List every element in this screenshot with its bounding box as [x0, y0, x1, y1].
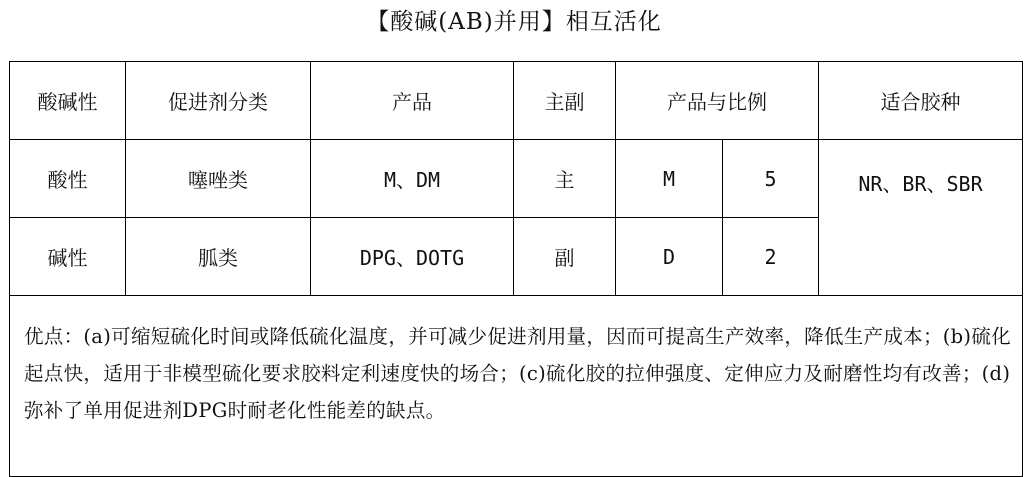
cell-category: 胍类: [126, 218, 311, 296]
cell-ratio-value: 5: [723, 140, 819, 218]
cell-product: M、DM: [311, 140, 514, 218]
cell-rubber: NR、BR、SBR: [819, 140, 1023, 296]
table-header-row: [10, 62, 1023, 140]
advantages-note: 优点：(a)可缩短硫化时间或降低硫化温度，并可减少促进剂用量，因而可提高生产效率，降低生产成本；(b)硫化起点快，适用于非模型硫化要求胶料定利速度快的场合；(c)硫化胶的拉伸强度、定伸应力及耐磨性均有改善；(d)弥补了单用促进剂DPG时耐老化性能差的缺点。: [10, 296, 1023, 477]
cell-category: 噻唑类: [126, 140, 311, 218]
cell-ratio-value: 2: [723, 218, 819, 296]
page-title: 【酸碱(AB)并用】相互活化: [366, 9, 662, 35]
cell-ratio-product: D: [616, 218, 723, 296]
header-primary-secondary: 主副: [514, 62, 616, 140]
header-category: 促进剂分类: [126, 62, 311, 140]
header-rubber: 适合胶种: [819, 62, 1023, 140]
cell-acid-base: 碱性: [10, 218, 126, 296]
note-row: [10, 296, 1023, 477]
header-ratio: 产品与比例: [616, 62, 819, 140]
cell-ratio-product: M: [616, 140, 723, 218]
cell-product: DPG、DOTG: [311, 218, 514, 296]
cell-primary-secondary: 主: [514, 140, 616, 218]
header-acid-base: 酸碱性: [10, 62, 126, 140]
cell-primary-secondary: 副: [514, 218, 616, 296]
table-row: [10, 140, 1023, 218]
header-product: 产品: [311, 62, 514, 140]
accelerator-table: [9, 61, 1023, 477]
cell-acid-base: 酸性: [10, 140, 126, 218]
